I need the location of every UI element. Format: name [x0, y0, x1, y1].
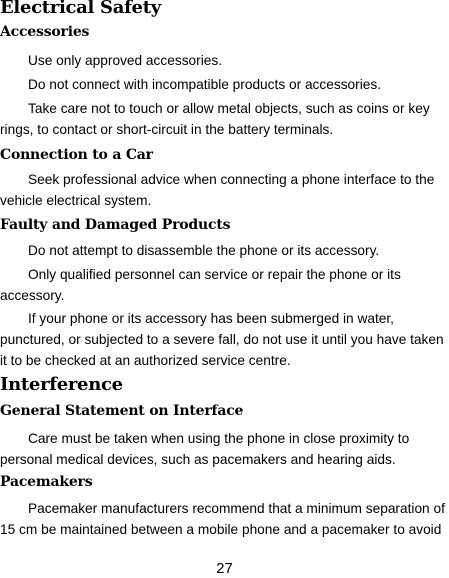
paragraph-incompatible-products: Do not connect with incompatible products or accessories.: [28, 77, 382, 92]
paragraph-approved-accessories: Use only approved accessories.: [28, 53, 223, 68]
heading-connection-to-car: Connection to a Car: [0, 147, 153, 163]
paragraph-car-interface: Seek professional advice when connecting a phone interface to the vehicle electrical system.: [0, 172, 435, 208]
heading-faulty-damaged-products: Faulty and Damaged Products: [0, 217, 231, 233]
section-title-interference: Interference: [0, 374, 123, 395]
paragraph-submerged-or-damaged: If your phone or its accessory has been submerged in water, punctured, or subjected to a severe fall, do not use it until you have taken it to be checked at an authorized service centre.: [0, 311, 444, 368]
page-number: 27: [216, 560, 233, 577]
heading-pacemakers: Pacemakers: [0, 474, 93, 490]
heading-accessories: Accessories: [0, 24, 90, 40]
paragraph-pacemaker-separation: Pacemaker manufacturers recommend that a minimum separation of 15 cm be maintained between a mobile phone and a pacemaker to avoid: [0, 501, 445, 537]
section-title-electrical-safety: Electrical Safety: [0, 0, 161, 18]
paragraph-qualified-personnel: Only qualified personnel can service or repair the phone or its accessory.: [0, 267, 401, 303]
paragraph-do-not-disassemble: Do not attempt to disassemble the phone or its accessory.: [28, 243, 380, 258]
paragraph-metal-objects: Take care not to touch or allow metal objects, such as coins or key rings, to contact or short-circuit in the battery terminals.: [0, 101, 430, 137]
heading-general-statement: General Statement on Interface: [0, 403, 244, 419]
paragraph-medical-devices: Care must be taken when using the phone in close proximity to personal medical devices, such as pacemakers and hearing aids.: [0, 431, 410, 467]
